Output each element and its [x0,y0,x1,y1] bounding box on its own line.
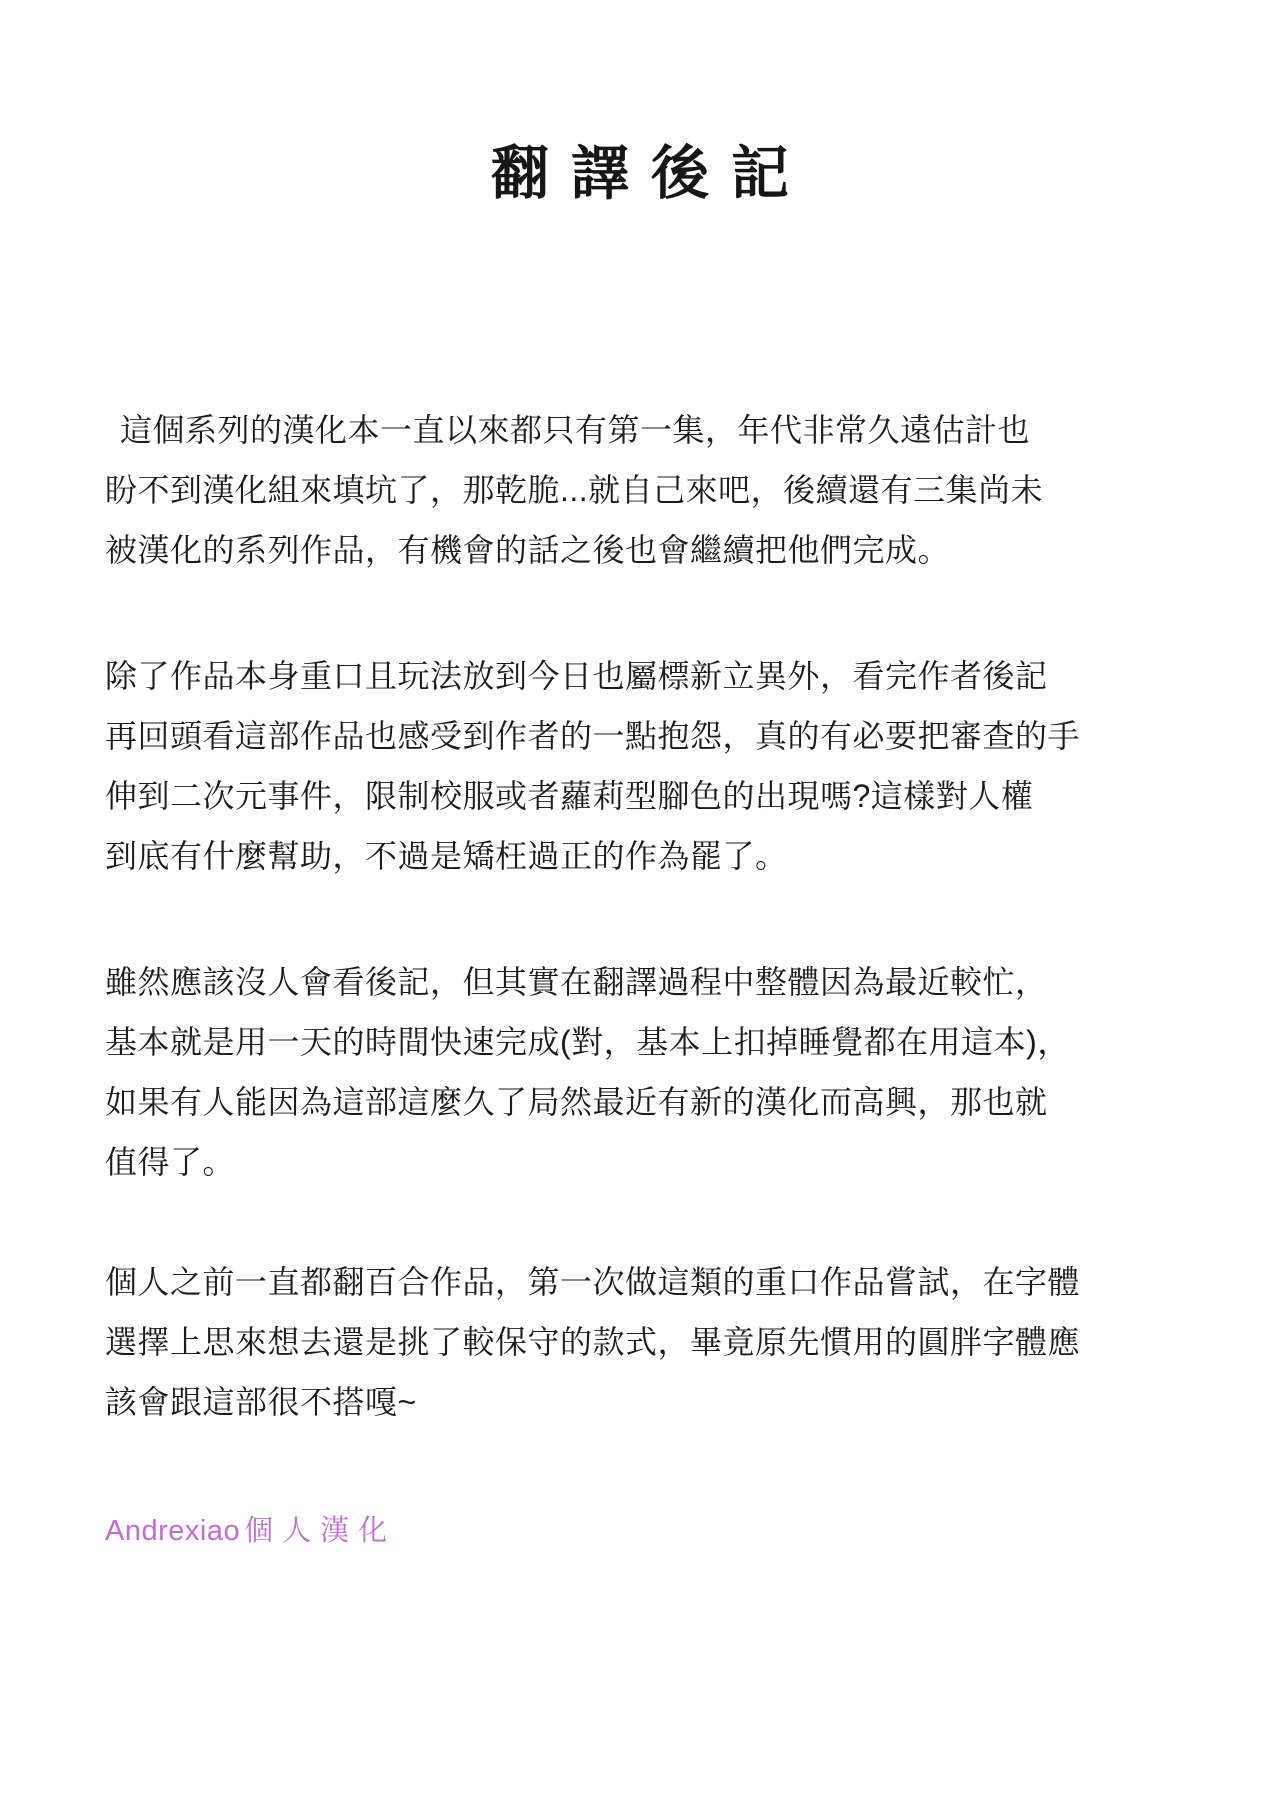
paragraph-line: 伸到二次元事件，限制校服或者蘿莉型腳色的出現嗎?這樣對人權 [105,778,1034,814]
paragraph-line: 這個系列的漢化本一直以來都只有第一集，年代非常久遠估計也 [120,412,1031,448]
paragraph-line: 被漢化的系列作品，有機會的話之後也會繼續把他們完成。 [105,532,951,568]
paragraph-line: 選擇上思來想去還是挑了較保守的款式，畢竟原先慣用的圓胖字體應 [105,1324,1081,1360]
afterword-body [0,400,1280,1432]
afterword-paragraph-3 [105,952,1210,1192]
translator-name: Andrexiao [105,1515,241,1547]
afterword-paragraph-1 [105,400,1210,580]
paragraph-line: 值得了。 [105,1144,236,1180]
credit-suffix: 個人漢化 [244,1513,397,1547]
paragraph-line: 再回頭看這部作品也感受到作者的一點抱怨，真的有必要把審查的手 [105,718,1081,754]
page-title: 翻譯後記 [490,139,811,207]
paragraph-line: 如果有人能因為這部這麼久了局然最近有新的漢化而高興，那也就 [105,1084,1048,1120]
paragraph-line: 雖然應該沒人會看後記，但其實在翻譯過程中整體因為最近較忙， [105,964,1048,1000]
afterword-paragraph-2 [105,646,1210,886]
paragraph-line: 到底有什麼幫助，不過是矯枉過正的作為罷了。 [105,838,788,874]
afterword-paragraph-4 [105,1252,1210,1432]
paragraph-line: 除了作品本身重口且玩法放到今日也屬標新立異外，看完作者後記 [105,658,1048,694]
paragraph-line: 該會跟這部很不搭嘎~ [105,1384,417,1420]
credit-line [0,1510,1280,1551]
paragraph-line: 盼不到漢化組來填坑了，那乾脆...就自己來吧，後續還有三集尚未 [105,472,1044,508]
paragraph-line: 基本就是用一天的時間快速完成(對，基本上扣掉睡覺都在用這本)， [105,1024,1070,1060]
paragraph-line: 個人之前一直都翻百合作品，第一次做這類的重口作品嘗試，在字體 [105,1264,1081,1300]
